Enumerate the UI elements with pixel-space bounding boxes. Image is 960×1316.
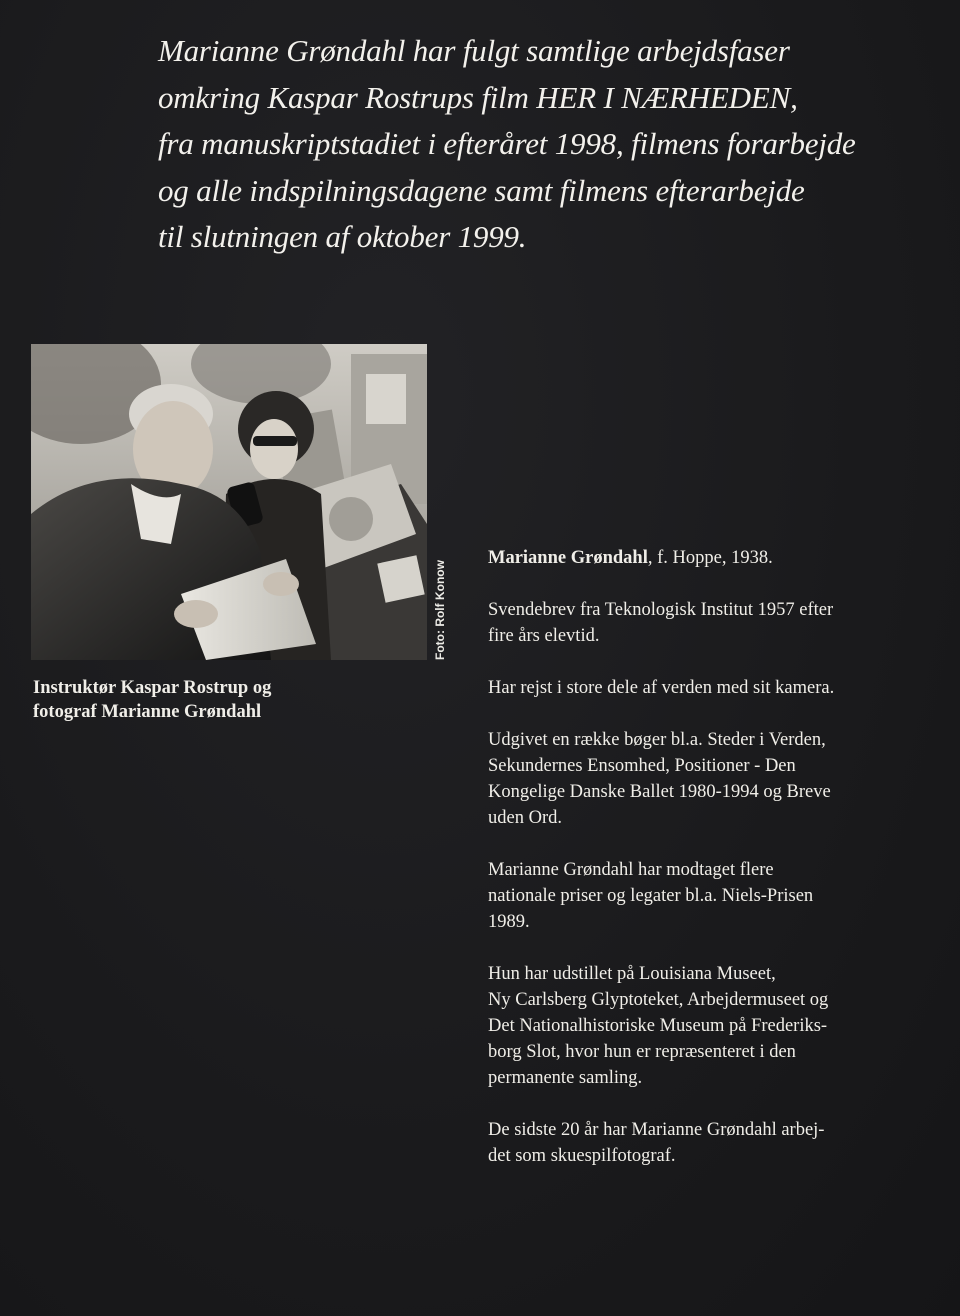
bio-line: Marianne Grøndahl har modtaget flere — [488, 860, 774, 880]
photo-illustration — [31, 344, 427, 660]
bio-line: Hun har udstillet på Louisiana Museet, — [488, 964, 776, 984]
bio-line: uden Ord. — [488, 808, 562, 828]
bio-line: Det Nationalhistoriske Museum på Frederiks- — [488, 1016, 828, 1036]
photo-caption — [33, 676, 363, 724]
bio-line: 1989. — [488, 912, 530, 932]
bio-birth: , f. Hoppe, 1938. — [647, 548, 773, 568]
bio-line: borg Slot, hvor hun er repræsenteret i den — [488, 1042, 796, 1062]
bio-paragraph — [488, 675, 918, 701]
intro-line: Marianne Grøndahl har fulgt samtlige arbejdsfaser — [158, 33, 790, 68]
intro-line: til slutningen af oktober 1999. — [158, 219, 527, 254]
bio-line: fire års elevtid. — [488, 626, 600, 646]
bio-heading — [488, 545, 918, 571]
bio-paragraph — [488, 727, 918, 831]
caption-line: Instruktør Kaspar Rostrup og — [33, 678, 272, 698]
bio-name: Marianne Grøndahl — [488, 548, 648, 568]
bio-line: Sekundernes Ensomhed, Positioner - Den — [488, 756, 796, 776]
bio-line: Ny Carlsberg Glyptoteket, Arbejdermuseet og — [488, 990, 829, 1010]
bio-line: nationale priser og legater bl.a. Niels-Prisen — [488, 886, 814, 906]
caption-line: fotograf Marianne Grøndahl — [33, 702, 262, 722]
bio-paragraph — [488, 857, 918, 935]
director-photographer-photo — [31, 344, 427, 660]
bio-line: permanente samling. — [488, 1068, 643, 1088]
bio-line: Svendebrev fra Teknologisk Institut 1957 efter — [488, 600, 834, 620]
bio-line: Har rejst i store dele af verden med sit kamera. — [488, 678, 835, 698]
bio-paragraph — [488, 597, 918, 649]
bio-line: det som skuespilfotograf. — [488, 1146, 676, 1166]
intro-line: omkring Kaspar Rostrups film HER I NÆRHEDEN, — [158, 79, 798, 115]
intro-text — [158, 28, 918, 261]
bio-paragraph — [488, 1117, 918, 1169]
bio-line: Kongelige Danske Ballet 1980-1994 og Breve — [488, 782, 831, 802]
bio-paragraph — [488, 961, 918, 1091]
biography — [488, 545, 918, 1195]
intro-line: fra manuskriptstadiet i efteråret 1998, filmens forarbejde — [158, 126, 856, 161]
bio-line: Udgivet en række bøger bl.a. Steder i Verden, — [488, 730, 826, 750]
bio-line: De sidste 20 år har Marianne Grøndahl arbej- — [488, 1120, 825, 1140]
intro-line: og alle indspilningsdagene samt filmens efterarbejde — [158, 172, 805, 208]
photo-credit: Foto: Rolf Konow — [433, 560, 447, 660]
